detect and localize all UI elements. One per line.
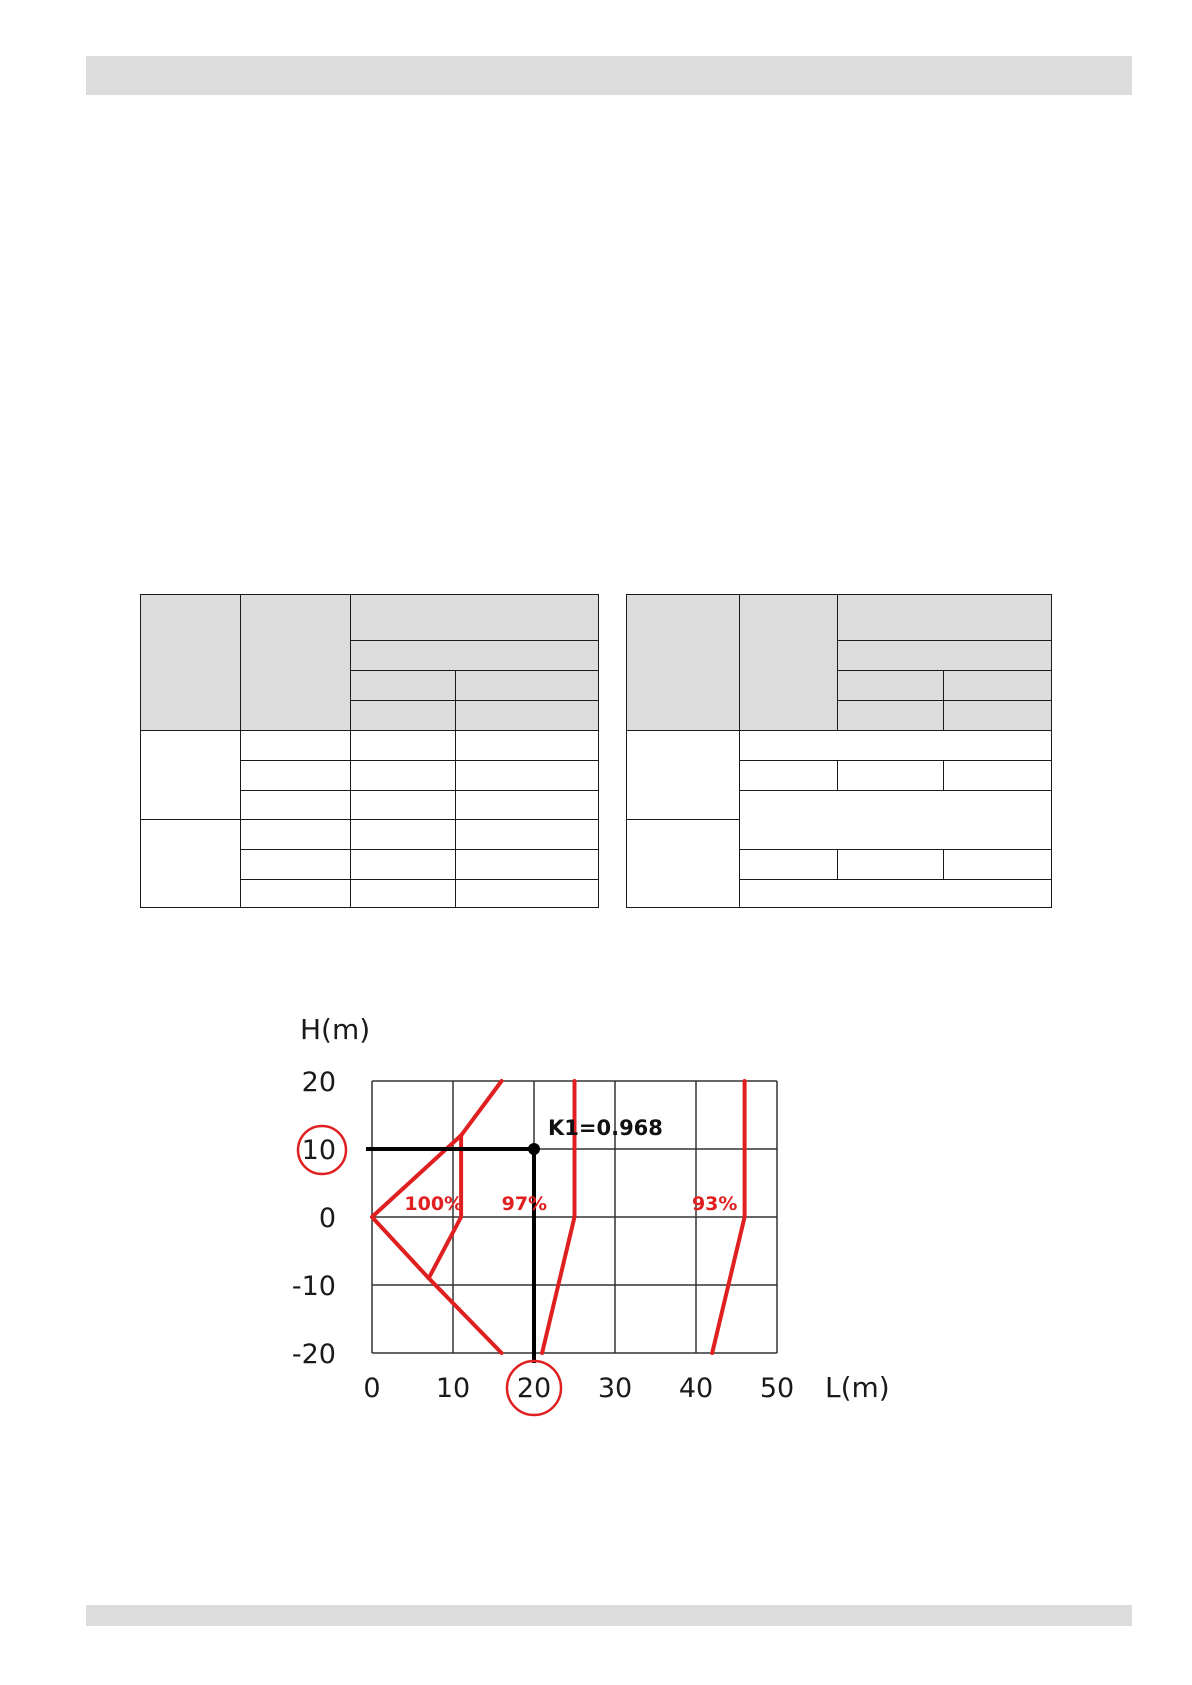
- table-cell: [740, 761, 838, 791]
- table-cell: [141, 820, 241, 908]
- table-cell: [456, 850, 599, 880]
- table-cell: [456, 880, 599, 908]
- series-label: 100%: [404, 1193, 464, 1215]
- x-axis-label: L(m): [825, 1371, 890, 1404]
- x-tick-label: 30: [597, 1373, 633, 1404]
- table-cell: [456, 791, 599, 820]
- header-cell: [944, 671, 1052, 701]
- table-cell: [740, 850, 838, 880]
- table-cell: [838, 850, 944, 880]
- x-tick-label: 20: [516, 1373, 552, 1404]
- header-cell: [838, 671, 944, 701]
- table-cell: [456, 820, 599, 850]
- header-cell: [351, 641, 599, 671]
- y-axis-label: H(m): [300, 1013, 371, 1046]
- y-tick-label: -10: [291, 1271, 336, 1302]
- table-cell: [241, 820, 351, 850]
- header-cell: [944, 701, 1052, 731]
- table-cell: [944, 761, 1052, 791]
- table-cell: [351, 731, 456, 761]
- k1-annotation: K1=0.968: [548, 1116, 663, 1140]
- table-cell: [627, 820, 740, 908]
- header-cell: [838, 595, 1052, 641]
- table-cell: [838, 761, 944, 791]
- header-cell: [351, 671, 456, 701]
- header-cell: [351, 595, 599, 641]
- table-right: [626, 594, 1052, 908]
- x-tick-label: 10: [435, 1373, 471, 1404]
- series-label: 93%: [691, 1193, 738, 1215]
- table-cell: [141, 731, 241, 820]
- header-cell: [627, 595, 740, 731]
- table-cell: [351, 880, 456, 908]
- header-cell: [838, 641, 1052, 671]
- header-cell: [351, 701, 456, 731]
- header-cell: [141, 595, 241, 731]
- table-cell: [241, 880, 351, 908]
- table-cell: [740, 731, 1052, 761]
- table-cell: [944, 850, 1052, 880]
- y-tick-label: -20: [291, 1339, 336, 1370]
- table-cell: [351, 791, 456, 820]
- header-cell: [456, 701, 599, 731]
- x-tick-label: 50: [759, 1373, 795, 1404]
- table-cell: [456, 731, 599, 761]
- table-cell: [627, 731, 740, 820]
- table-cell: [241, 761, 351, 791]
- header-cell: [456, 671, 599, 701]
- guide-point: [528, 1143, 540, 1155]
- y-tick-label: 20: [301, 1067, 336, 1098]
- table-cell: [351, 820, 456, 850]
- table-cell: [740, 791, 1052, 850]
- header-bar: [86, 56, 1132, 95]
- header-cell: [241, 595, 351, 731]
- table-cell: [456, 761, 599, 791]
- header-cell: [740, 595, 838, 731]
- table-cell: [241, 850, 351, 880]
- table-left: [140, 594, 599, 908]
- table-cell: [740, 880, 1052, 908]
- y-tick-label: 0: [318, 1203, 336, 1234]
- footer-bar: [86, 1605, 1132, 1626]
- table-cell: [351, 761, 456, 791]
- x-tick-label: 0: [363, 1373, 381, 1404]
- series-label: 97%: [501, 1193, 548, 1215]
- table-cell: [241, 731, 351, 761]
- y-tick-label: 10: [301, 1135, 336, 1166]
- table-cell: [241, 791, 351, 820]
- k1-chart: [280, 1005, 920, 1435]
- x-tick-label: 40: [678, 1373, 714, 1404]
- table-cell: [351, 850, 456, 880]
- header-cell: [838, 701, 944, 731]
